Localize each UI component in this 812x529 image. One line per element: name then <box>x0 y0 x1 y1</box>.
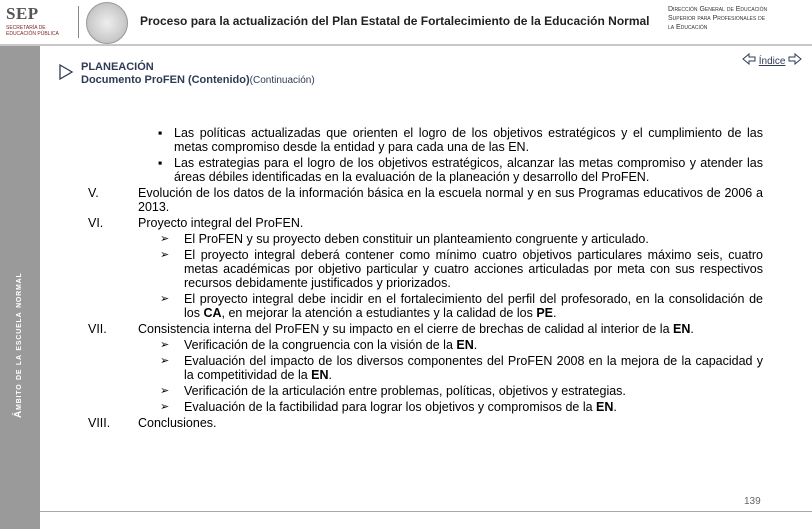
en-acronym: EN <box>596 400 614 414</box>
list-item <box>88 338 763 352</box>
list-item-text: Verificación de la articulación entre problemas, políticas, objetivos y estrategias. <box>184 384 626 398</box>
list-item <box>88 248 763 290</box>
list-item <box>88 292 763 320</box>
section-text: Evolución de los datos de la información básica en la escuela normal y en sus Programas educativos de 2006 a 2013. <box>138 186 763 214</box>
roman-numeral: VIII. <box>88 416 111 430</box>
arrow-right-icon[interactable] <box>788 53 802 65</box>
header-title: Proceso para la actualización del Plan Estatal de Fortalecimiento de la Educación Normal <box>140 14 650 28</box>
header-rule <box>0 44 812 46</box>
list-item-text: El proyecto integral deberá contener como mínimo cuatro objetivos particulares máximo seis, cuatro metas académicas por objetivo particular y cuatro acciones articuladas por meta con sus respectivos recursos debidamente justificados y priorizados. <box>184 248 763 290</box>
section-subtitle <box>81 74 315 87</box>
arrow-bullet-icon: ➢ <box>160 385 170 397</box>
pe-acronym: PE <box>536 306 554 320</box>
list-item <box>88 126 763 154</box>
period: . <box>690 322 694 336</box>
dgesu-line-1: Dirección General de Educación <box>668 6 768 13</box>
main-content <box>88 126 763 432</box>
dgesu-line-2: Superior para Profesionales de <box>668 15 766 22</box>
list-item <box>88 400 763 414</box>
footer-rule <box>40 511 812 512</box>
ca-acronym: CA <box>203 306 222 320</box>
list-item-text: Evaluación de la factibilidad para lograr los objetivos y compromisos de la <box>184 400 593 414</box>
sidebar-label: Ámbito de la escuela normal <box>13 272 24 418</box>
list-item-text: Evaluación del impacto de los diversos componentes del ProFEN 2008 en la mejora de la capacidad y la competitividad de la <box>184 354 763 382</box>
list-item <box>88 232 763 246</box>
sep-logo <box>6 4 66 40</box>
section-title: PLANEACIÓN <box>81 61 154 73</box>
page-header <box>0 0 812 44</box>
en-acronym: EN <box>456 338 474 352</box>
arrow-bullet-icon: ➢ <box>160 233 170 245</box>
en-acronym: EN <box>673 322 691 336</box>
arrow-left-icon[interactable] <box>742 53 756 65</box>
arrow-bullet-icon: ➢ <box>160 339 170 351</box>
square-bullet-icon: ▪ <box>158 126 163 140</box>
list-item-text: , en mejorar la atención a estudiantes y la calidad de los <box>221 306 533 320</box>
continuation-note: (Continuación) <box>249 75 315 86</box>
national-seal-icon <box>86 2 128 44</box>
roman-numeral: VII. <box>88 322 107 336</box>
arrow-bullet-icon: ➢ <box>160 401 170 413</box>
page-number: 139 <box>744 496 761 507</box>
list-item <box>88 156 763 184</box>
list-item <box>88 384 763 398</box>
list-item <box>88 354 763 382</box>
list-item-text: El ProFEN y su proyecto deben constituir un planteamiento congruente y articulado. <box>184 232 649 246</box>
sep-logo-subtitle: SECRETARÍA DE EDUCACIÓN PÚBLICA <box>6 25 59 37</box>
section-v <box>88 186 763 214</box>
section-viii <box>88 416 763 430</box>
arrow-bullet-icon: ➢ <box>160 293 170 305</box>
roman-numeral: VI. <box>88 216 104 230</box>
header-divider <box>78 6 79 38</box>
roman-numeral: V. <box>88 186 99 200</box>
arrow-bullet-icon: ➢ <box>160 249 170 261</box>
document-name: Documento ProFEN (Contenido) <box>81 74 250 86</box>
section-text: Conclusiones. <box>138 416 217 430</box>
section-text: Consistencia interna del ProFEN y su impacto en el cierre de brechas de calidad al interior de la <box>138 322 670 336</box>
list-item-text: El proyecto integral debe incidir en el fortalecimiento del perfil del profesorado, en la consolidación de los <box>184 292 763 320</box>
dgesu-line-3: la Educación <box>668 24 708 31</box>
period: . <box>613 400 617 414</box>
dgesu-label <box>668 5 804 32</box>
sidebar <box>0 46 40 529</box>
index-nav <box>742 53 802 67</box>
period: . <box>553 306 557 320</box>
sep-logo-text: SEP <box>6 4 39 23</box>
section-vii <box>88 322 763 336</box>
section-vi <box>88 216 763 230</box>
section-text: Proyecto integral del ProFEN. <box>138 216 304 230</box>
en-acronym: EN <box>311 368 329 382</box>
list-item-text: Verificación de la congruencia con la visión de la <box>184 338 453 352</box>
period: . <box>473 338 478 352</box>
period: . <box>328 368 333 382</box>
index-link[interactable]: Índice <box>758 56 786 67</box>
square-bullet-icon: ▪ <box>158 156 163 170</box>
arrow-bullet-icon: ➢ <box>160 355 170 367</box>
list-item-text: Las estrategias para el logro de los objetivos estratégicos, alcanzar las metas compromiso y atender las áreas débiles identificadas en la evaluación de la planeación y desarrollo del ProFEN. <box>174 156 763 184</box>
list-item-text: Las políticas actualizadas que orienten el logro de los objetivos estratégicos y el cumplimiento de las metas compromiso desde la entidad y para cada una de las EN. <box>174 126 763 154</box>
